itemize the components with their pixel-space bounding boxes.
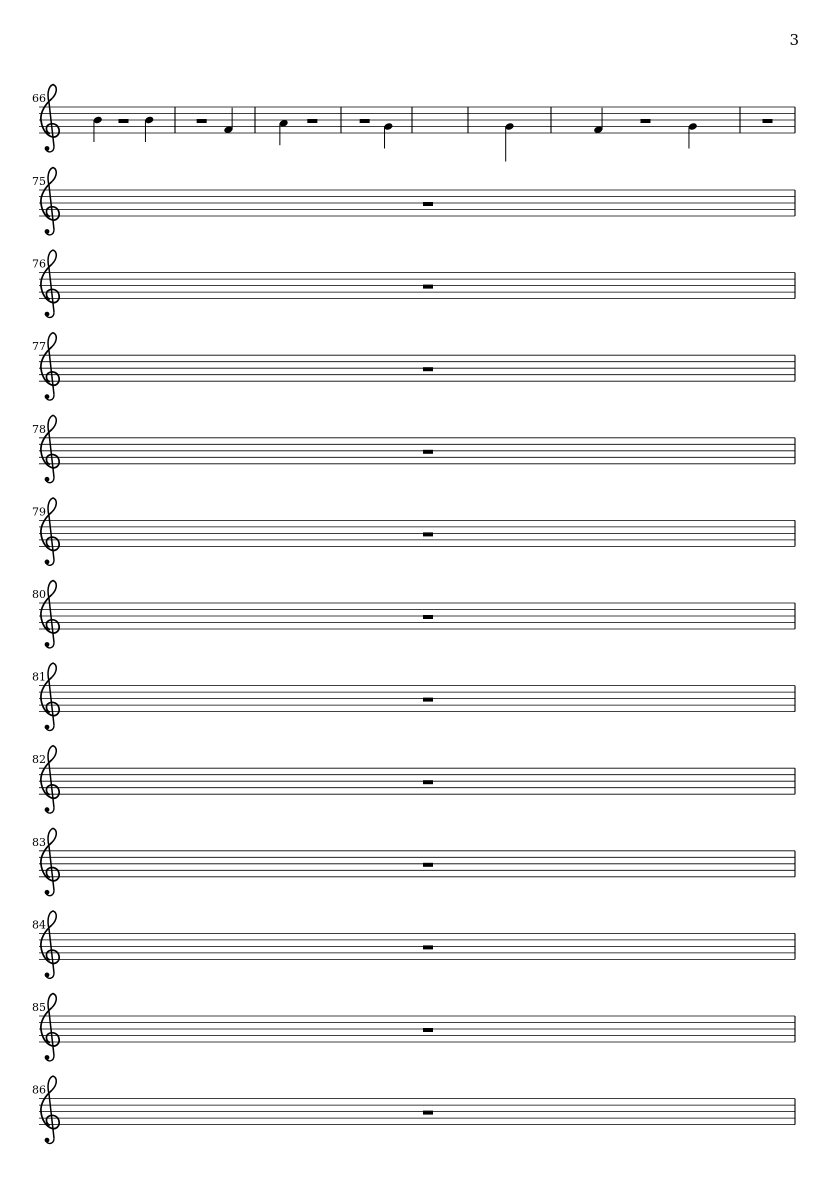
rest (763, 119, 773, 123)
measure-number: 76 (32, 257, 46, 271)
system-86 (32, 1076, 795, 1143)
measure-number: 66 (32, 92, 46, 105)
measure-number: 78 (32, 422, 46, 436)
rest (423, 202, 433, 206)
rest (197, 119, 207, 123)
system-76 (32, 250, 795, 317)
system-81 (32, 663, 795, 730)
system-66 (32, 85, 795, 162)
rest (423, 367, 433, 371)
rest (423, 1111, 433, 1115)
measure-number: 82 (32, 753, 46, 767)
rest (423, 698, 433, 702)
system-77 (32, 333, 795, 400)
rest (423, 450, 433, 454)
rest (423, 615, 433, 619)
measure (197, 108, 234, 134)
system-82 (32, 746, 795, 813)
measure-number: 77 (32, 340, 46, 354)
measure-number: 80 (32, 588, 46, 601)
rest (423, 780, 433, 784)
rest (423, 1028, 433, 1032)
page-number: 3 (789, 31, 799, 49)
measure-number: 86 (32, 1083, 46, 1097)
system-83 (32, 828, 795, 895)
measure (360, 119, 394, 149)
system-85 (32, 994, 795, 1061)
measure (279, 119, 318, 145)
measure-number: 81 (32, 670, 46, 684)
rest (119, 119, 129, 123)
rest (423, 945, 433, 949)
measure-number: 83 (32, 835, 46, 849)
measure (504, 122, 514, 161)
system-75 (32, 168, 795, 235)
rest (641, 119, 651, 123)
system-84 (32, 911, 795, 978)
measure (763, 119, 773, 123)
measure-number: 84 (32, 918, 46, 932)
rest (307, 119, 317, 123)
system-79 (32, 498, 795, 565)
rest (360, 119, 370, 123)
measure-number: 85 (32, 1001, 46, 1014)
rest (423, 532, 433, 536)
measure-number: 75 (32, 175, 46, 188)
system-80 (32, 581, 795, 648)
rest (423, 285, 433, 289)
measure-number: 79 (32, 505, 46, 519)
system-78 (32, 415, 795, 482)
rest (423, 863, 433, 867)
